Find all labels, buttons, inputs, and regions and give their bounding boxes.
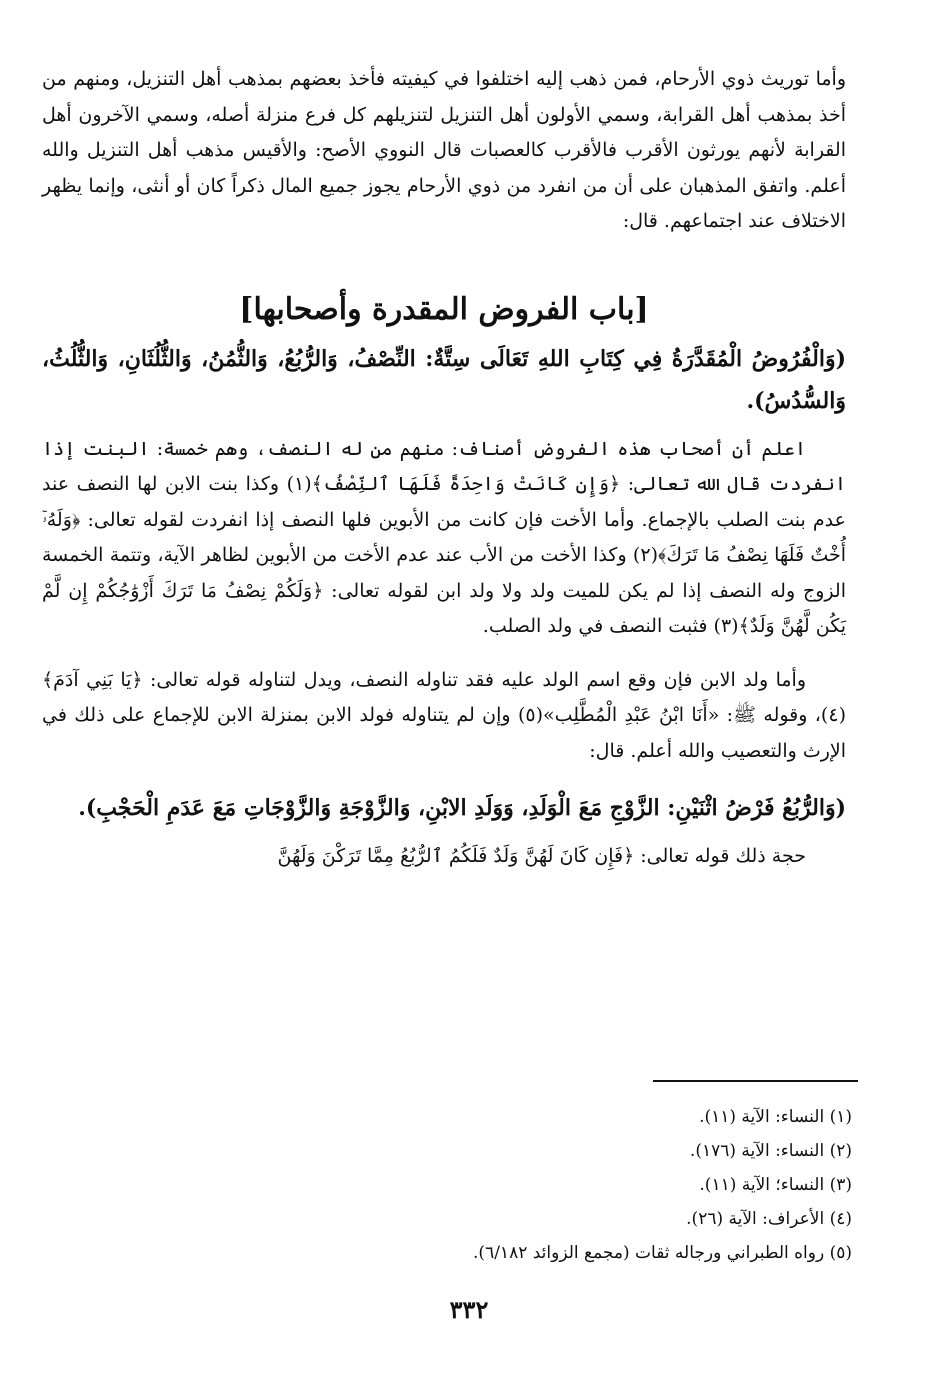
commentary-paragraph-2: اعلم أن أصحاب هذه الفروض أصناف: منهم من له النصف، وهم خمسة: البنت إذا انفردت قال الله تعالى: ﴿وَإِن كَانَتْ وَاحِدَةً فَلَهَا ٱلنِّصْفُ﴾(١) وكذا بنت الابن لها النصف عند عدم بنت الصلب بالإجماع. وأما الأخت فإن كانت من الأبوين فلها النصف إذا انفردت لقوله تعالى: ﴿وَلَهُۥٓ أُخْتٌ فَلَهَا نِصْفُ مَا تَرَكَ﴾(٢) وكذا الأخت من الأب عند عدم الأخت من الأبوين لظاهر الآية، وتتمة الخمسة الزوج وله النصف إذا لم يكن للميت ولد ولا ولد ابن لقوله تعالى: ﴿وَلَكُمْ نِصْفُ مَا تَرَكَ أَزْوَٰجُكُمْ إِن لَّمْ يَكُن لَّهُنَّ وَلَدٌ﴾(٣) فثبت النصف في ولد الصلب.	[42, 437, 847, 637]
footnote-divider	[653, 1080, 858, 1082]
footnotes	[60, 1100, 852, 1270]
page-number: ٣٣٢	[449, 1295, 489, 1324]
matn-text-2: (وَالرُّبُعُ فَرْضُ اثْنَيْنِ: الزَّوْجِ مَعَ الْوَلَدِ، وَوَلَدِ الابْنِ، وَالزَّوْجَةِ وَالزَّوْجَاتِ مَعَ عَدَمِ الْحَجْبِ).	[78, 795, 846, 821]
footnote-item: (٣) النساء؛ الآية (١١).	[699, 1175, 852, 1195]
matn-text-1: (وَالْفُرُوضُ الْمُقَدَّرَةُ فِي كِتَابِ اللهِ تَعَالَى سِتَّةٌ: النِّصْفُ، وَالرُّبُعُ، وَالثُّمُنُ، وَالثُّلُثَانِ، وَالثُّلُثُ، وَالسُّدُسُ).	[42, 345, 846, 414]
section-heading: [باب الفروض المقدرة وأصحابها]	[239, 291, 649, 327]
footnote-item: (١) النساء: الآية (١١).	[699, 1107, 852, 1127]
page-body	[42, 62, 846, 875]
footnote-item: (٢) النساء: الآية (١٧٦).	[689, 1141, 852, 1161]
commentary-paragraph-3: وأما ولد الابن فإن وقع اسم الولد عليه فقد تناوله النصف، ويدل لتناوله قوله تعالى: ﴿يَا بَنِي آدَمَ﴾(٤)، وقوله ﷺ: «أَنَا ابْنُ عَبْدِ الْمُطَّلِب»(٥) وإن لم يتناوله فولد الابن بمنزلة الابن للإجماع على ذلك في الإرث والتعصيب والله أعلم. قال:	[42, 668, 846, 762]
commentary-paragraph-4: حجة ذلك قوله تعالى: ﴿فَإِن كَانَ لَهُنَّ وَلَدٌ فَلَكُمُ ٱلرُّبُعُ مِمَّا تَرَكْنَ وَلَهُنَّ	[277, 845, 806, 867]
intro-paragraph: وأما توريث ذوي الأرحام، فمن ذهب إليه اختلفوا في كيفيته فأخذ بعضهم بمذهب أهل التنزيل، ومنهم من أخذ بمذهب أهل القرابة، وسمي الأولون أهل التنزيل لتنزيلهم كل فرع منزلة أصله، وسمي الآخرون أهل القرابة لأنهم يورثون الأقرب فالأقرب كالعصبات قال النووي الأصح: والأقيس مذهب أهل التنزيل والله أعلم. واتفق المذهبان على أن من انفرد من ذوي الأرحام يجوز جميع المال ذكراً كان أو أنثى، وإنما يظهر الاختلاف عند اجتماعهم. قال:	[42, 68, 846, 232]
footnote-item: (٥) رواه الطبراني ورجاله ثقات (مجمع الزوائد ٦/١٨٢).	[473, 1243, 852, 1263]
footnote-item: (٤) الأعراف: الآية (٢٦).	[686, 1209, 852, 1229]
